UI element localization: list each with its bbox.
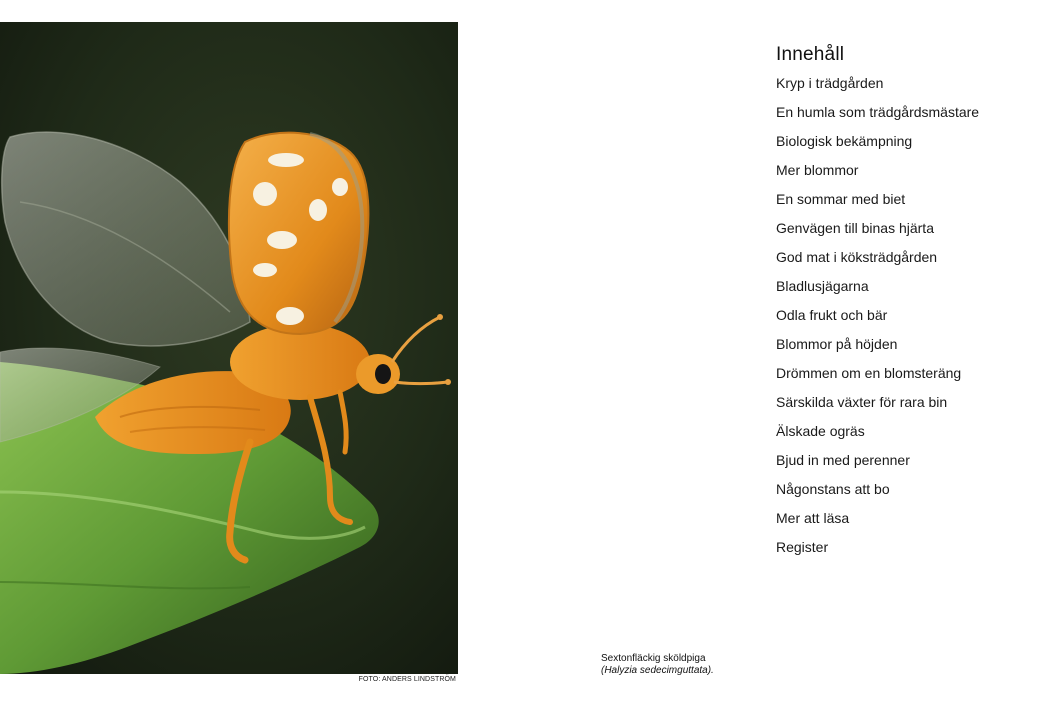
toc-item: Genvägen till binas hjärta — [776, 220, 934, 236]
ladybird-icon — [0, 22, 458, 674]
toc-item: Älskade ogräs — [776, 423, 865, 439]
toc-item: Mer blommor — [776, 162, 859, 178]
toc-item: Särskilda växter för rara bin — [776, 394, 948, 410]
table-of-contents — [776, 44, 1046, 568]
toc-item: En sommar med biet — [776, 191, 906, 207]
toc-item: God mat i köksträdgården — [776, 249, 938, 265]
toc-item: Bladlusjägarna — [776, 278, 869, 294]
caption-latin-name: (Halyzia sedecimguttata). — [601, 665, 714, 676]
ladybird-photo — [0, 22, 458, 674]
toc-item: Blommor på höjden — [776, 336, 898, 352]
caption-common-name: Sextonfläckig sköldpiga — [601, 653, 706, 664]
toc-item: Mer att läsa — [776, 510, 850, 526]
toc-item: Odla frukt och bär — [776, 307, 888, 323]
toc-item: Register — [776, 539, 829, 555]
toc-item: Biologisk bekämpning — [776, 133, 913, 149]
photo-caption — [601, 653, 714, 677]
photo-credit: FOTO: ANDERS LINDSTRÖM — [358, 676, 456, 683]
toc-item: Kryp i trädgården — [776, 75, 884, 91]
toc-title: Innehåll — [776, 44, 845, 65]
toc-list — [776, 75, 1046, 568]
toc-item: Bjud in med perenner — [776, 452, 910, 468]
toc-item: Drömmen om en blomsteräng — [776, 365, 962, 381]
toc-item: En humla som trädgårdsmästare — [776, 104, 980, 120]
toc-item: Någonstans att bo — [776, 481, 890, 497]
